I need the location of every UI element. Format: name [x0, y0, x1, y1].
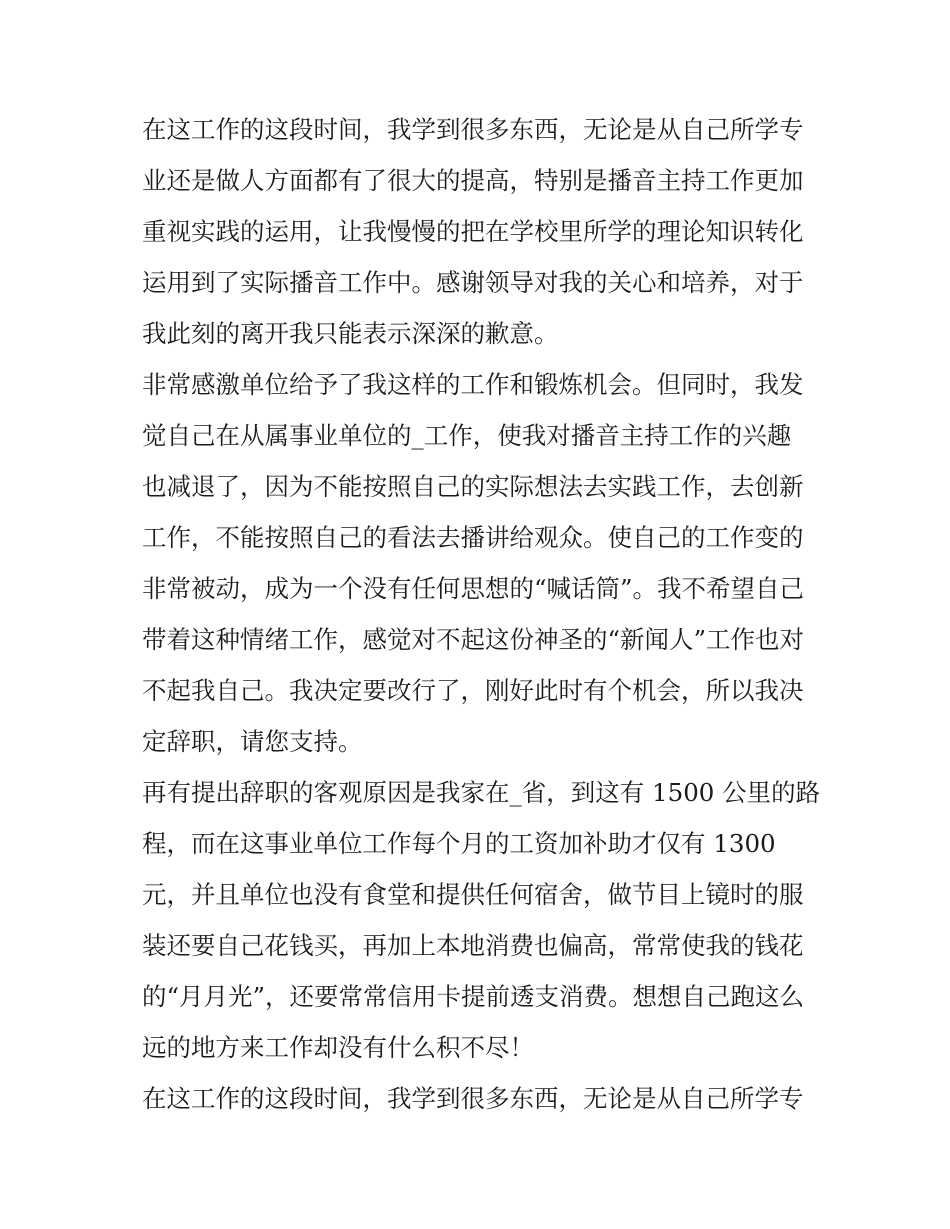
text-line: 运用到了实际播音工作中。感谢领导对我的关心和培养，对于	[142, 268, 804, 297]
document-body	[142, 104, 822, 1124]
text-line: 在这工作的这段时间，我学到很多东西，无论是从自己所学专	[142, 115, 804, 144]
text-line: 在这工作的这段时间，我学到很多东西，无论是从自己所学专	[142, 1084, 804, 1113]
text-line: 工作，不能按照自己的看法去播讲给观众。使自己的工作变的	[142, 523, 804, 552]
text-line: 非常被动，成为一个没有任何思想的“喊话筒”。我不希望自己	[142, 574, 805, 603]
text-line: 我此刻的离开我只能表示深深的歉意。	[142, 319, 559, 348]
text-line: 装还要自己花钱买，再加上本地消费也偏高，常常使我的钱花	[142, 931, 804, 960]
text-line: 带着这种情绪工作，感觉对不起这份神圣的“新闻人”工作也对	[142, 625, 805, 654]
text-line: 业还是做人方面都有了很大的提高，特别是播音主持工作更加	[142, 166, 804, 195]
text-line: 非常感激单位给予了我这样的工作和锻炼机会。但同时，我发	[142, 370, 804, 399]
text-line: 不起我自己。我决定要改行了，刚好此时有个机会，所以我决	[142, 676, 804, 705]
text-line: 也减退了，因为不能按照自己的实际想法去实践工作，去创新	[142, 472, 804, 501]
text-line: 再有提出辞职的客观原因是我家在_省，到这有 1500 公里的路	[142, 778, 821, 807]
text-line: 觉自己在从属事业单位的_工作，使我对播音主持工作的兴趣	[142, 421, 792, 450]
text-line: 的“月月光”，还要常常信用卡提前透支消费。想想自己跑这么	[142, 982, 805, 1011]
text-line: 程，而在这事业单位工作每个月的工资加补助才仅有 1300	[142, 829, 776, 858]
text-line: 重视实践的运用，让我慢慢的把在学校里所学的理论知识转化	[142, 217, 804, 246]
text-line: 元，并且单位也没有食堂和提供任何宿舍，做节目上镜时的服	[142, 880, 804, 909]
text-line: 定辞职，请您支持。	[142, 727, 363, 756]
text-line: 远的地方来工作却没有什么积不尽！	[142, 1033, 534, 1062]
